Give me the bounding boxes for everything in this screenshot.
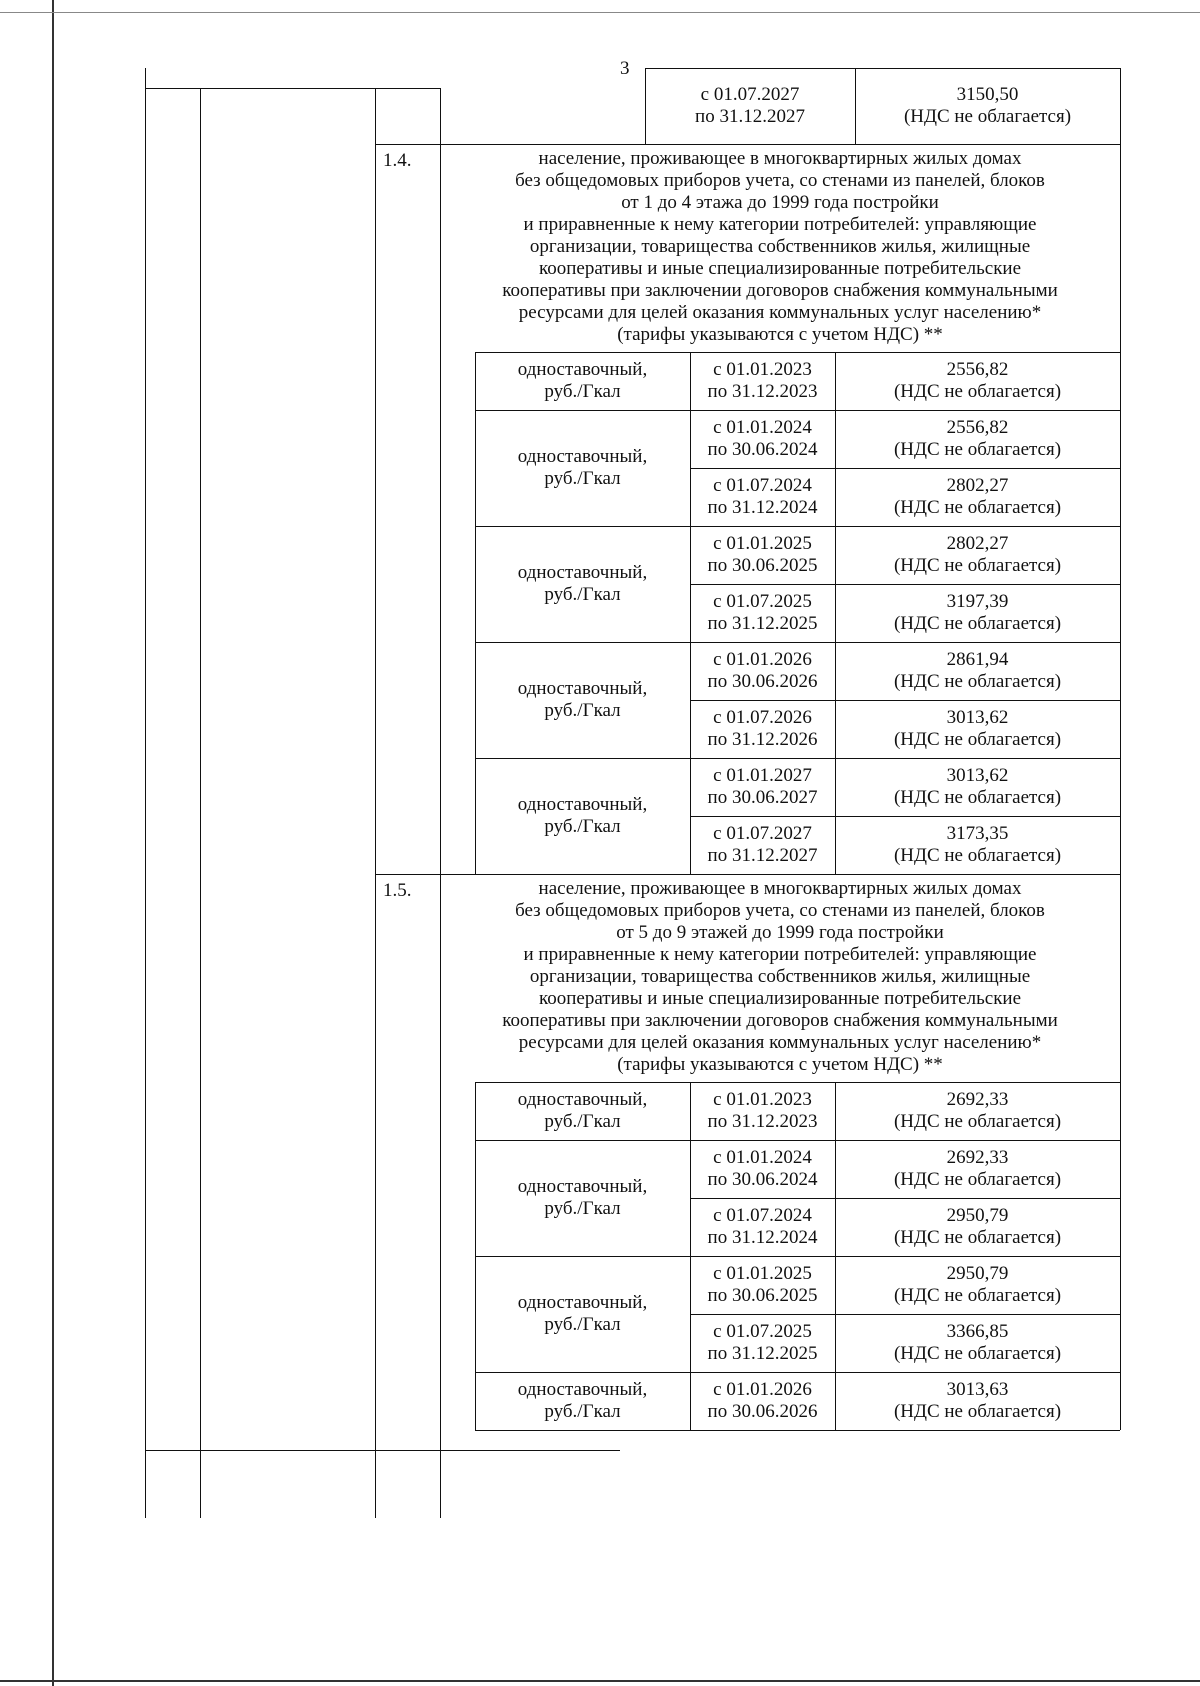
tariff-value-cell-line: (НДС не облагается) bbox=[893, 845, 1062, 866]
period-cell-line: с 01.07.2025 bbox=[713, 591, 812, 612]
period-cell-line: по 31.12.2025 bbox=[707, 1343, 818, 1364]
period-cell-line: с 01.07.2025 bbox=[713, 1321, 812, 1342]
period-cell-line: с 01.01.2025 bbox=[713, 1263, 812, 1284]
tariff-type-cell-line: одноставочный, bbox=[517, 1292, 648, 1313]
top-right-rule bbox=[1120, 68, 1121, 144]
section-top-rule bbox=[375, 144, 1120, 145]
period-cell bbox=[690, 584, 835, 642]
tariff-value-cell-line: (НДС не облагается) bbox=[893, 1285, 1062, 1306]
tariff-type-cell-line: руб./Гкал bbox=[544, 381, 621, 402]
tariff-value-cell-line: (НДС не облагается) bbox=[893, 1227, 1062, 1248]
description-line: и приравненные к нему категории потребителей: управляющие bbox=[523, 214, 1037, 235]
tariff-value-cell bbox=[835, 1314, 1120, 1372]
top-value-cell bbox=[855, 68, 1120, 144]
page-number: 3 bbox=[620, 58, 630, 79]
tariff-type-cell-line: одноставочный, bbox=[517, 562, 648, 583]
tariff-value-cell-line: 3366,85 bbox=[946, 1321, 1009, 1342]
group-right-rule bbox=[1120, 1140, 1121, 1256]
tariff-value-cell bbox=[835, 584, 1120, 642]
period-cell-line: с 01.01.2024 bbox=[713, 417, 812, 438]
group-right-rule bbox=[1120, 1082, 1121, 1140]
tariff-type-cell-line: одноставочный, bbox=[517, 678, 648, 699]
description-line: (тарифы указываются с учетом НДС) ** bbox=[617, 1054, 943, 1075]
tariff-type-cell bbox=[475, 526, 690, 642]
group-right-rule bbox=[1120, 410, 1121, 526]
tariff-value-cell-line: 3173,35 bbox=[946, 823, 1009, 844]
period-cell-line: с 01.07.2027 bbox=[713, 823, 812, 844]
period-cell bbox=[690, 410, 835, 468]
tariff-value-cell-line: (НДС не облагается) bbox=[893, 787, 1062, 808]
period-cell bbox=[690, 526, 835, 584]
tariff-type-cell-line: руб./Гкал bbox=[544, 816, 621, 837]
tariff-value-cell bbox=[835, 352, 1120, 410]
period-cell-line: по 30.06.2026 bbox=[707, 1401, 818, 1422]
col-rule-2 bbox=[375, 88, 376, 1518]
period-cell-line: по 30.06.2024 bbox=[707, 439, 818, 460]
tariff-value-cell-line: 2861,94 bbox=[946, 649, 1009, 670]
tariff-value-cell bbox=[835, 1198, 1120, 1256]
tariff-type-cell-line: руб./Гкал bbox=[544, 1111, 621, 1132]
tariff-value-cell-line: (НДС не облагается) bbox=[893, 497, 1062, 518]
tariff-type-cell bbox=[475, 1082, 690, 1140]
section-description bbox=[440, 148, 1120, 346]
group-right-rule bbox=[1120, 1372, 1121, 1430]
period-cell bbox=[690, 816, 835, 874]
top-period-cell bbox=[645, 68, 855, 144]
period-cell bbox=[690, 1314, 835, 1372]
tariff-table bbox=[145, 68, 1120, 1518]
period-cell-line: с 01.01.2026 bbox=[713, 649, 812, 670]
description-line: от 1 до 4 этажа до 1999 года постройки bbox=[621, 192, 939, 213]
tariff-value-cell bbox=[835, 1140, 1120, 1198]
tariff-value-cell bbox=[835, 700, 1120, 758]
section-number: 1.5. bbox=[383, 880, 412, 901]
description-line: население, проживающее в многоквартирных жилых домах bbox=[538, 148, 1022, 169]
period-cell-line: с 01.01.2023 bbox=[713, 1089, 812, 1110]
tariff-value-cell-line: 2556,82 bbox=[946, 417, 1009, 438]
period-cell-line: по 31.12.2026 bbox=[707, 729, 818, 750]
top-left-rule bbox=[145, 88, 440, 89]
tariff-value-cell-line: (НДС не облагается) bbox=[893, 1169, 1062, 1190]
period-cell-line: по 30.06.2024 bbox=[707, 1169, 818, 1190]
tariff-value-cell-line: (НДС не облагается) bbox=[893, 671, 1062, 692]
tariff-value-cell-line: 2802,27 bbox=[946, 475, 1009, 496]
top-value-cell-line: (НДС не облагается) bbox=[903, 106, 1072, 127]
description-line: организации, товарищества собственников жилья, жилищные bbox=[529, 966, 1031, 987]
period-cell-line: по 31.12.2024 bbox=[707, 497, 818, 518]
top-value-cell-line: 3150,50 bbox=[956, 84, 1019, 105]
tariff-value-cell-line: 3013,62 bbox=[946, 765, 1009, 786]
group-right-rule bbox=[1120, 1256, 1121, 1372]
tariff-type-cell-line: руб./Гкал bbox=[544, 584, 621, 605]
table-bottom-rule bbox=[145, 1450, 620, 1451]
tariff-value-cell-line: 2692,33 bbox=[946, 1147, 1009, 1168]
period-cell-line: с 01.07.2026 bbox=[713, 707, 812, 728]
period-cell-line: с 01.07.2024 bbox=[713, 1205, 812, 1226]
period-cell bbox=[690, 1082, 835, 1140]
description-line: кооперативы и иные специализированные потребительские bbox=[538, 258, 1022, 279]
period-cell-line: по 30.06.2025 bbox=[707, 555, 818, 576]
description-line: от 5 до 9 этажей до 1999 года постройки bbox=[616, 922, 944, 943]
period-cell-line: по 30.06.2026 bbox=[707, 671, 818, 692]
tariff-value-cell-line: 2950,79 bbox=[946, 1205, 1009, 1226]
period-cell-line: по 31.12.2024 bbox=[707, 1227, 818, 1248]
tariff-value-cell-line: (НДС не облагается) bbox=[893, 439, 1062, 460]
outer-left-rule bbox=[145, 68, 146, 1518]
tariff-value-cell-line: 2556,82 bbox=[946, 359, 1009, 380]
tariff-type-cell-line: руб./Гкал bbox=[544, 468, 621, 489]
tariff-value-cell bbox=[835, 1372, 1120, 1430]
period-cell-line: с 01.01.2024 bbox=[713, 1147, 812, 1168]
tariff-type-cell bbox=[475, 1372, 690, 1430]
tariff-value-cell bbox=[835, 410, 1120, 468]
group-right-rule bbox=[1120, 526, 1121, 642]
tariff-value-cell-line: 2802,27 bbox=[946, 533, 1009, 554]
tariff-type-cell bbox=[475, 758, 690, 874]
period-cell-line: с 01.01.2025 bbox=[713, 533, 812, 554]
period-cell bbox=[690, 1256, 835, 1314]
description-line: (тарифы указываются с учетом НДС) ** bbox=[617, 324, 943, 345]
tariff-type-cell-line: одноставочный, bbox=[517, 1089, 648, 1110]
description-line: кооперативы при заключении договоров снабжения коммунальными bbox=[502, 1010, 1058, 1031]
section-number: 1.4. bbox=[383, 150, 412, 171]
tariff-type-cell bbox=[475, 1256, 690, 1372]
tariff-value-cell bbox=[835, 642, 1120, 700]
group-right-rule bbox=[1120, 758, 1121, 874]
col-rule-1 bbox=[200, 88, 201, 1518]
tariff-type-cell bbox=[475, 410, 690, 526]
tariff-value-cell-line: (НДС не облагается) bbox=[893, 381, 1062, 402]
description-line: и приравненные к нему категории потребителей: управляющие bbox=[523, 944, 1037, 965]
tariff-type-cell-line: руб./Гкал bbox=[544, 700, 621, 721]
description-line: население, проживающее в многоквартирных жилых домах bbox=[538, 878, 1022, 899]
tariff-type-cell bbox=[475, 352, 690, 410]
tariff-value-cell-line: (НДС не облагается) bbox=[893, 613, 1062, 634]
tariff-value-cell-line: 3197,39 bbox=[946, 591, 1009, 612]
tariff-value-cell bbox=[835, 816, 1120, 874]
tariff-type-cell-line: руб./Гкал bbox=[544, 1314, 621, 1335]
tariff-value-cell bbox=[835, 1082, 1120, 1140]
tariff-value-cell-line: (НДС не облагается) bbox=[893, 1111, 1062, 1132]
description-line: кооперативы при заключении договоров снабжения коммунальными bbox=[502, 280, 1058, 301]
scan-edge-bottom bbox=[0, 1680, 1200, 1682]
group-right-rule bbox=[1120, 352, 1121, 410]
scan-edge-left bbox=[52, 0, 54, 1686]
tariff-type-cell-line: одноставочный, bbox=[517, 794, 648, 815]
tariff-value-cell-line: 2692,33 bbox=[946, 1089, 1009, 1110]
section-right-rule bbox=[1120, 874, 1121, 1082]
period-cell-line: с 01.07.2024 bbox=[713, 475, 812, 496]
tariff-type-cell-line: одноставочный, bbox=[517, 1379, 648, 1400]
period-cell bbox=[690, 352, 835, 410]
tariff-value-cell bbox=[835, 1256, 1120, 1314]
period-cell-line: по 31.12.2023 bbox=[707, 1111, 818, 1132]
description-line: без общедомовых приборов учета, со стенами из панелей, блоков bbox=[515, 900, 1045, 921]
tariff-value-cell bbox=[835, 468, 1120, 526]
tariff-value-cell-line: (НДС не облагается) bbox=[893, 729, 1062, 750]
tariff-value-cell-line: (НДС не облагается) bbox=[893, 1401, 1062, 1422]
section-top-rule bbox=[375, 874, 1120, 875]
period-cell bbox=[690, 468, 835, 526]
scan-edge-top bbox=[0, 12, 1200, 13]
tariff-type-cell bbox=[475, 1140, 690, 1256]
tariff-type-cell-line: одноставочный, bbox=[517, 446, 648, 467]
top-period-cell-line: по 31.12.2027 bbox=[695, 106, 805, 127]
tariff-value-cell-line: 2950,79 bbox=[946, 1263, 1009, 1284]
description-line: без общедомовых приборов учета, со стенами из панелей, блоков bbox=[515, 170, 1045, 191]
period-cell-line: с 01.01.2023 bbox=[713, 359, 812, 380]
period-cell bbox=[690, 700, 835, 758]
period-cell bbox=[690, 1198, 835, 1256]
tariff-value-cell-line: 3013,62 bbox=[946, 707, 1009, 728]
tariff-type-cell-line: одноставочный, bbox=[517, 1176, 648, 1197]
tariff-type-cell bbox=[475, 642, 690, 758]
description-line: ресурсами для целей оказания коммунальных услуг населению* bbox=[518, 302, 1042, 323]
tariff-value-cell-line: (НДС не облагается) bbox=[893, 555, 1062, 576]
period-cell-line: по 30.06.2025 bbox=[707, 1285, 818, 1306]
period-cell-line: по 30.06.2027 bbox=[707, 787, 818, 808]
group-bottom-rule bbox=[475, 1430, 1120, 1431]
description-line: организации, товарищества собственников жилья, жилищные bbox=[529, 236, 1031, 257]
description-line: ресурсами для целей оказания коммунальных услуг населению* bbox=[518, 1032, 1042, 1053]
tariff-value-cell bbox=[835, 758, 1120, 816]
top-period-cell-line: с 01.07.2027 bbox=[700, 84, 800, 105]
section-description bbox=[440, 878, 1120, 1076]
period-cell-line: по 31.12.2023 bbox=[707, 381, 818, 402]
period-cell bbox=[690, 758, 835, 816]
description-line: кооперативы и иные специализированные потребительские bbox=[538, 988, 1022, 1009]
tariff-type-cell-line: руб./Гкал bbox=[544, 1198, 621, 1219]
tariff-value-cell-line: (НДС не облагается) bbox=[893, 1343, 1062, 1364]
period-cell-line: с 01.01.2026 bbox=[713, 1379, 812, 1400]
period-cell-line: по 31.12.2025 bbox=[707, 613, 818, 634]
tariff-value-cell-line: 3013,63 bbox=[946, 1379, 1009, 1400]
section-right-rule bbox=[1120, 144, 1121, 352]
period-cell bbox=[690, 642, 835, 700]
tariff-type-cell-line: одноставочный, bbox=[517, 359, 648, 380]
tariff-value-cell bbox=[835, 526, 1120, 584]
group-right-rule bbox=[1120, 642, 1121, 758]
tariff-type-cell-line: руб./Гкал bbox=[544, 1401, 621, 1422]
period-cell-line: с 01.01.2027 bbox=[713, 765, 812, 786]
period-cell bbox=[690, 1140, 835, 1198]
period-cell bbox=[690, 1372, 835, 1430]
period-cell-line: по 31.12.2027 bbox=[707, 845, 818, 866]
